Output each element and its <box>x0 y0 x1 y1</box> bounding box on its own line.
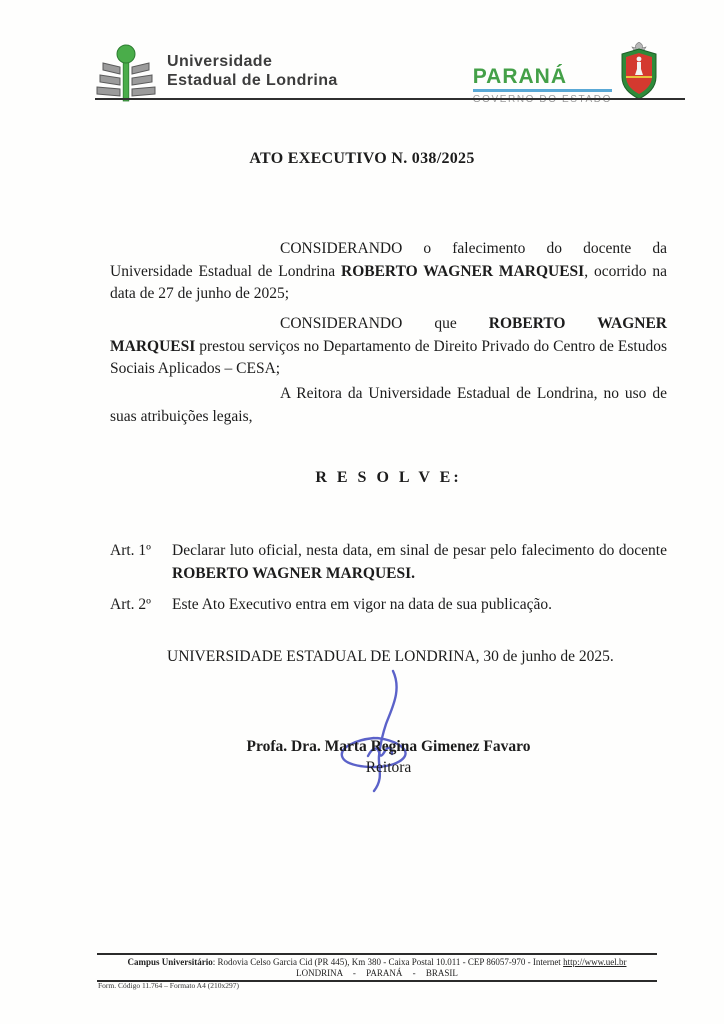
art1-docent-name: ROBERTO WAGNER MARQUESI. <box>172 564 416 582</box>
p1-text-a: CONSIDERANDO o falecimento do docente da Universidade Estadual de Londrina <box>110 240 667 280</box>
p1-text-b: , ocorrido na data de 27 de junho de 2025; <box>110 262 667 302</box>
parana-subtitle: GOVERNO DO ESTADO <box>472 94 612 105</box>
dateline: UNIVERSIDADE ESTADUAL DE LONDRINA, 30 de junho de 2025. <box>167 648 614 665</box>
resolve-heading: R E S O L V E: <box>315 469 462 486</box>
article-1-label: Art. 1º <box>110 542 151 559</box>
signatory-role: Reitora <box>365 759 412 776</box>
paragraph-reitora: A Reitora da Universidade Estadual de Londrina, no uso de suas atribuições legais, <box>110 385 667 425</box>
article-2 <box>110 594 667 617</box>
article-2-text: Este Ato Executivo entra em vigor na data de sua publicação. <box>172 596 553 613</box>
document-title: ATO EXECUTIVO N. 038/2025 <box>249 150 475 167</box>
art1-text-a: Declarar luto oficial, nesta data, em sinal de pesar pelo falecimento do docente <box>172 542 667 559</box>
footer-campus-rest: : Rodovia Celso Garcia Cid (PR 445), Km 380 - Caixa Postal 10.011 - CEP 86057-970 - Internet <box>212 957 564 967</box>
article-2-label: Art. 2º <box>110 596 151 613</box>
uel-tree-icon <box>95 44 157 102</box>
paragraph-considerando-1 <box>110 238 667 306</box>
parana-name: PARANÁ <box>472 65 568 88</box>
article-1-text <box>172 540 667 585</box>
footer-campus-label: Campus Universitário <box>127 957 213 967</box>
header-divider <box>95 98 685 100</box>
paragraph-considerando-2 <box>110 313 667 381</box>
article-1 <box>110 540 667 585</box>
uel-logo-line1: Universidade <box>167 53 273 70</box>
p2-text-a: CONSIDERANDO que <box>280 315 489 332</box>
parana-shield-icon <box>618 42 660 100</box>
p2-docent-name: ROBERTO WAGNER MARQUESI <box>110 315 668 355</box>
uel-logo <box>95 44 338 102</box>
parana-blue-rule <box>473 89 612 92</box>
p2-text-b: prestou serviços no Departamento de Direito Privado do Centro de Estudos Sociais Aplicados – CESA; <box>110 337 667 377</box>
footer-uel-link: http://www.uel.br <box>563 957 627 967</box>
p1-docent-name: ROBERTO WAGNER MARQUESI <box>341 262 585 280</box>
parana-logo <box>473 42 660 105</box>
footer-address-line <box>97 957 657 968</box>
form-code: Form. Código 11.764 – Formato A4 (210x297) <box>98 981 239 990</box>
footer-city-line: LONDRINA - PARANÁ - BRASIL <box>296 967 458 978</box>
uel-logo-text <box>167 52 338 90</box>
signatory-name: Profa. Dra. Marta Regina Gimenez Favaro <box>246 738 531 755</box>
uel-logo-line2: Estadual de Londrina <box>167 72 338 89</box>
footer-address-box <box>97 953 657 982</box>
